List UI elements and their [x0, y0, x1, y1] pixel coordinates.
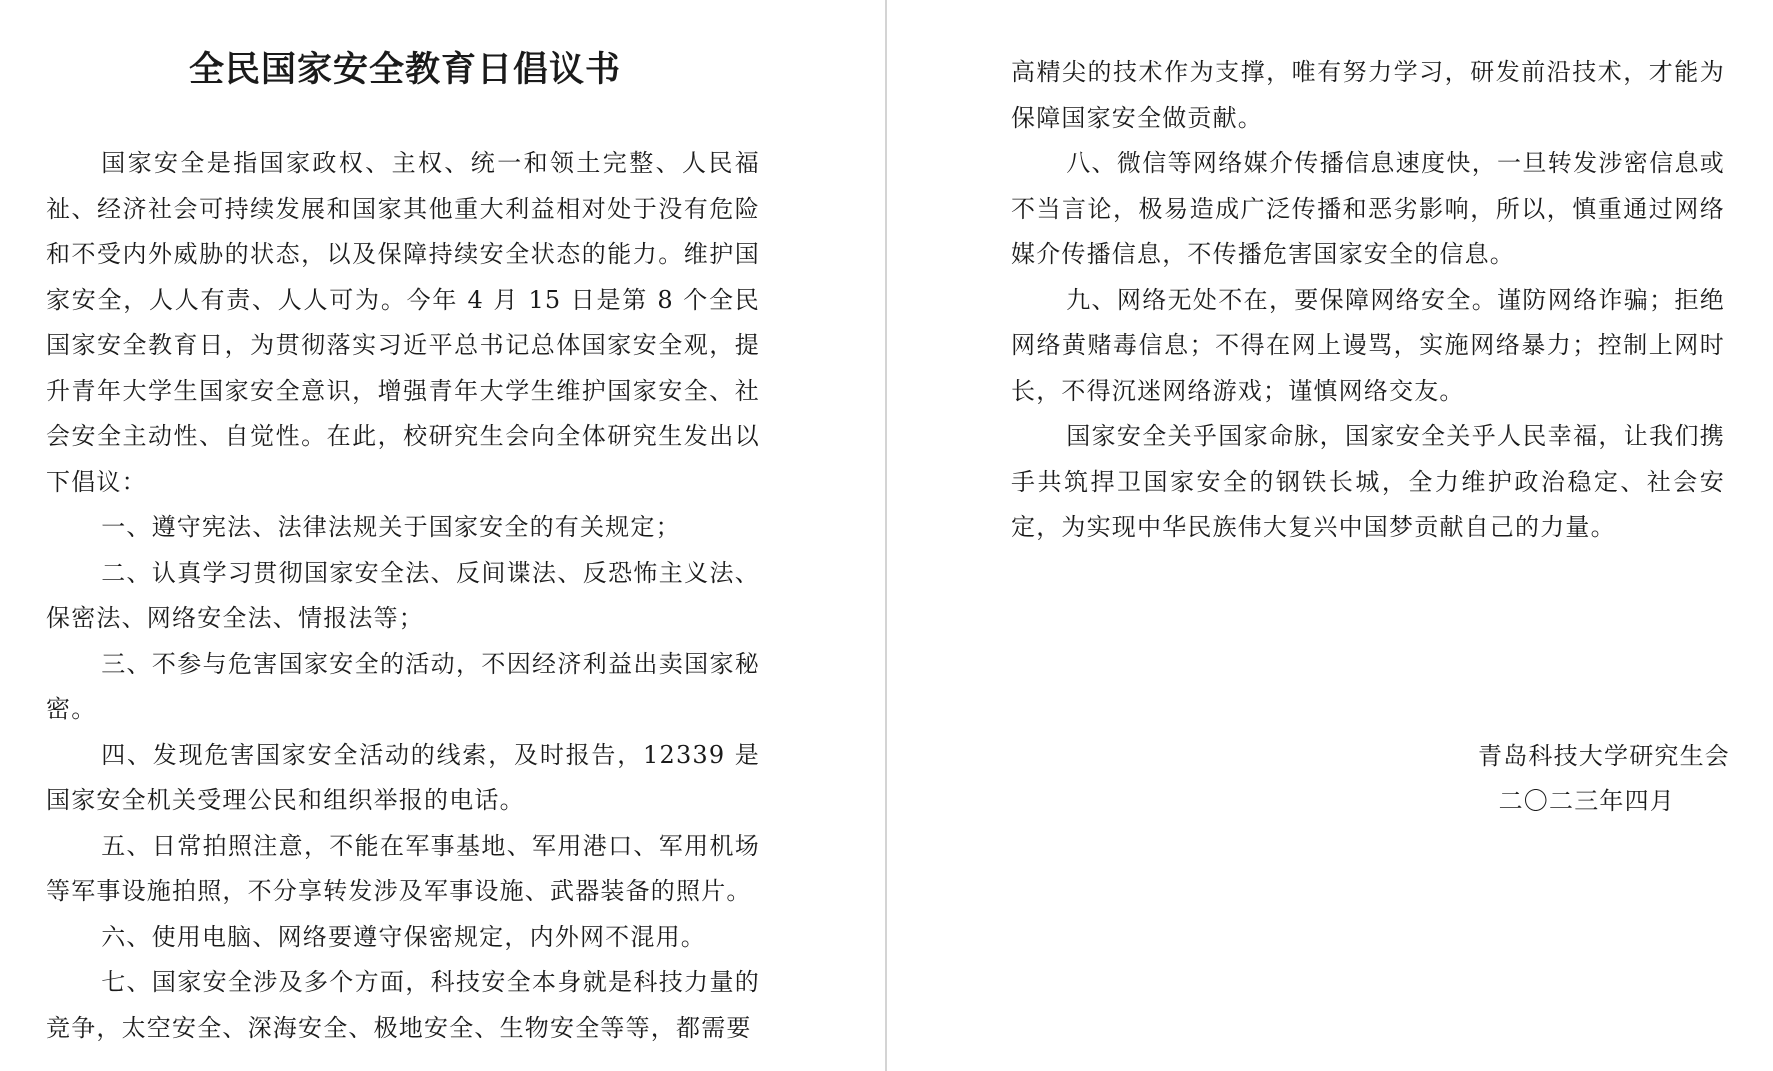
paragraph-closing: 国家安全关乎国家命脉，国家安全关乎人民幸福，让我们携手共筑捍卫国家安全的钢铁长城，全力维护政治稳定、社会安定，为实现中华民族伟大复兴中国梦贡献自己的力量。: [1011, 422, 1725, 541]
paragraph-intro: 国家安全是指国家政权、主权、统一和领土完整、人民福祉、经济社会可持续发展和国家其他重大利益相对处于没有危险和不受内外威胁的状态，以及保障持续安全状态的能力。维护国家安全，人人有责、人人可为。今年 4 月 15 日是第 8 个全民国家安全教育日，为贯彻落实习近平总书记总体国家安全观，提升青年大学生国家安全意识，增强青年大学生维护国家安全、社会安全主动性、自觉性。在此，校研究生会向全体研究生发出以下倡议：: [46, 149, 760, 496]
paragraph-item-1: 一、遵守宪法、法律法规关于国家安全的有关规定；: [101, 513, 681, 541]
paragraph-item-9: 九、网络无处不在，要保障网络安全。谨防网络诈骗；拒绝网络黄赌毒信息；不得在网上谩骂，实施网络暴力；控制上网时长，不得沉迷网络游戏；谨慎网络交友。: [1011, 285, 1725, 405]
paragraph-item-6: 六、使用电脑、网络要遵守保密规定，内外网不混用。: [101, 922, 706, 951]
paragraph-item-3: 三、不参与危害国家安全的活动，不因经济利益出卖国家秘密。: [46, 649, 760, 723]
paragraph-item-4: 四、发现危害国家安全活动的线索，及时报告，12339 是国家安全机关受理公民和组织举报的电话。: [46, 740, 760, 814]
paragraph-item-5: 五、日常拍照注意，不能在军事基地、军用港口、军用机场等军事设施拍照，不分享转发涉及军事设施、武器装备的照片。: [46, 831, 760, 905]
document-title: 全民国家安全教育日倡议书: [188, 49, 621, 90]
right-column: [1011, 50, 1725, 551]
paragraph-item-7: 七、国家安全涉及多个方面，科技安全本身就是科技力量的竞争，太空安全、深海安全、极地安全、生物安全等等，都需要: [46, 968, 760, 1042]
paragraph-item-8: 八、微信等网络媒介传播信息速度快，一旦转发涉密信息或不当言论，极易造成广泛传播和恶劣影响，所以，慎重通过网络媒介传播信息，不传播危害国家安全的信息。: [1011, 149, 1725, 268]
page-divider: [885, 0, 887, 1071]
paragraph-item-2: 二、认真学习贯彻国家安全法、反间谍法、反恐怖主义法、保密法、网络安全法、情报法等；: [46, 558, 760, 632]
paragraph-item-7-continued: 高精尖的技术作为支撑，唯有努力学习，研发前沿技术，才能为保障国家安全做贡献。: [1011, 58, 1725, 132]
signature-date: 二〇二三年四月: [1498, 787, 1675, 815]
left-column: [46, 141, 760, 1051]
signature-organization: 青岛科技大学研究生会: [1478, 742, 1730, 770]
